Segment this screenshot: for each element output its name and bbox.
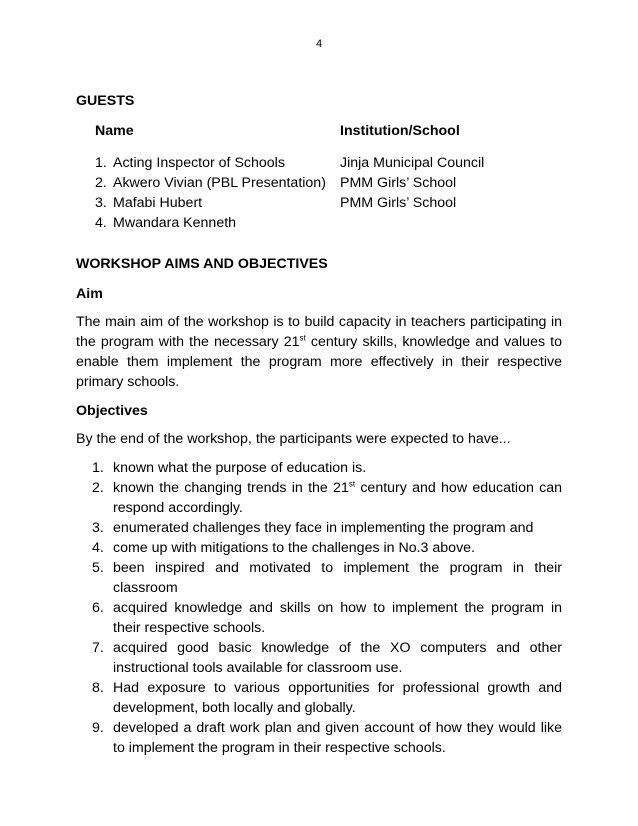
objectives-list bbox=[76, 458, 562, 758]
list-item: 9. developed a draft work plan and given account of how they would like to implement the program in their respective schools. bbox=[92, 720, 562, 756]
list-item: 6. acquired knowledge and skills on how to implement the program in their respective schools. bbox=[92, 600, 562, 636]
institution-column-header: Institution/School bbox=[340, 123, 460, 139]
superscript: st bbox=[299, 333, 306, 343]
workshop-heading: WORKSHOP AIMS AND OBJECTIVES bbox=[76, 256, 328, 272]
table-row bbox=[95, 153, 540, 173]
name-column-header: Name bbox=[95, 123, 134, 139]
guest-name: Acting Inspector of Schools bbox=[113, 155, 285, 171]
list-item: 7. acquired good basic knowledge of the XO computers and other instructional tools available for classroom use. bbox=[92, 640, 562, 676]
table-row bbox=[95, 213, 540, 233]
row-number: 1. bbox=[95, 155, 107, 171]
document-body bbox=[76, 91, 562, 758]
row-number: 4. bbox=[95, 215, 107, 231]
guests-table-header bbox=[95, 121, 540, 153]
row-number: 3. bbox=[95, 195, 107, 211]
list-item: 8. Had exposure to various opportunities for professional growth and development, both locally and globally. bbox=[92, 680, 562, 716]
guest-institution: Jinja Municipal Council bbox=[340, 155, 485, 171]
row-number: 2. bbox=[95, 175, 107, 191]
list-item: 2. known the changing trends in the 21st century and how education can respond accordingly. bbox=[92, 479, 562, 516]
aim-heading: Aim bbox=[76, 286, 103, 302]
objectives-heading: Objectives bbox=[76, 403, 148, 419]
aim-paragraph: The main aim of the workshop is to build capacity in teachers participating in the program with the necessary 21st century skills, knowledge and values to enable them implement the program more effectively in their respective primary schools. bbox=[76, 314, 563, 390]
list-item: 5. been inspired and motivated to implement the program in their classroom bbox=[92, 560, 562, 596]
guests-table bbox=[95, 121, 540, 233]
superscript: st bbox=[348, 479, 356, 489]
guest-institution bbox=[340, 213, 540, 233]
guests-heading: GUESTS bbox=[76, 93, 135, 109]
table-row bbox=[95, 193, 540, 213]
guest-name: Mafabi Hubert bbox=[113, 195, 203, 211]
list-item: 4. come up with mitigations to the challenges in No.3 above. bbox=[92, 540, 475, 556]
page-number: 4 bbox=[315, 38, 323, 50]
guest-institution: PMM Girls’ School bbox=[340, 175, 457, 191]
list-item: 3. enumerated challenges they face in implementing the program and bbox=[92, 520, 534, 536]
guest-name: Akwero Vivian (PBL Presentation) bbox=[113, 175, 326, 191]
guest-name: Mwandara Kenneth bbox=[113, 215, 237, 231]
guest-institution: PMM Girls’ School bbox=[340, 195, 457, 211]
list-item: 1. known what the purpose of education is. bbox=[92, 460, 367, 476]
table-row bbox=[95, 173, 540, 193]
objectives-intro: By the end of the workshop, the participants were expected to have... bbox=[76, 431, 511, 447]
